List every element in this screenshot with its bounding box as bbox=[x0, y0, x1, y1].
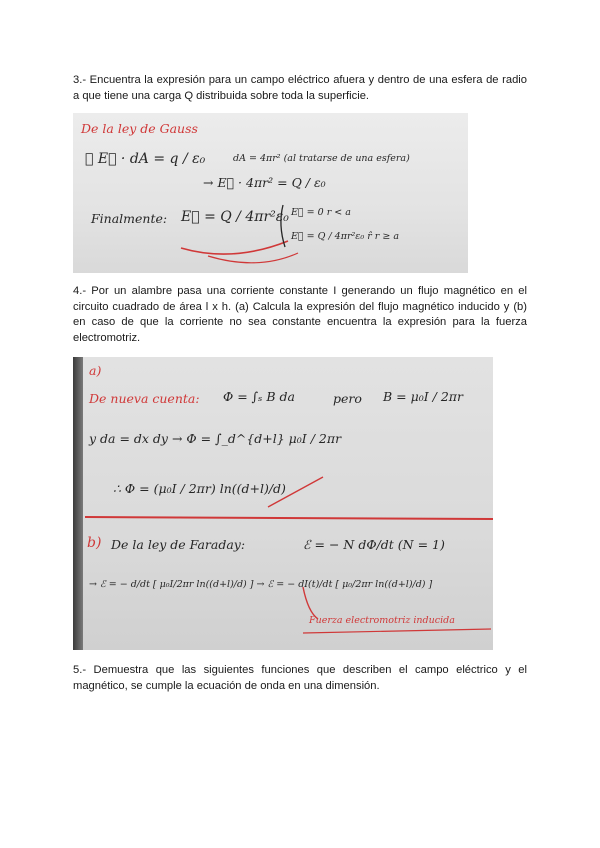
field-outside-case: E⃗ = Q / 4πr²ε₀ r̂ r ≥ a bbox=[291, 231, 399, 242]
nueva-cuenta-label: De nueva cuenta: bbox=[89, 391, 200, 406]
finalmente-label: Finalmente: bbox=[91, 211, 168, 226]
gauss-step: → E⃗ · 4πr² = Q / ε₀ bbox=[203, 175, 326, 190]
handwritten-solution-photo-gauss bbox=[73, 113, 468, 273]
flux-definition: Φ = ∫ₛ B da bbox=[223, 389, 295, 404]
red-marks bbox=[73, 357, 493, 650]
problem-4-text: 4.- Por un alambre pasa una corriente constante I generando un flujo magnético en el circuito cuadrado de área l x h. (a) Calcula la expresión del flujo magnético inducido y (b) en caso de que la corriente no sea constante encuentra la expresión para la fuerza electromotriz. bbox=[73, 285, 527, 344]
part-b-label: b) bbox=[87, 535, 102, 551]
emf-red-label: Fuerza electromotriz inducida bbox=[309, 615, 455, 626]
problem-5-text: 5.- Demuestra que las siguientes funciones que describen el campo eléctrico y el magnético, se cumple la ecuación de onda en una dimensión. bbox=[73, 664, 527, 692]
gauss-law-equation: ∮ E⃗ · dA = q / ε₀ bbox=[85, 151, 206, 167]
b-field-equation: B = μ₀I / 2πr bbox=[383, 389, 463, 404]
final-field-equation: E⃗ = Q / 4πr²ε₀ bbox=[181, 209, 289, 225]
part-a-label: a) bbox=[89, 363, 102, 378]
red-underline-marks bbox=[73, 113, 468, 273]
faraday-label: De la ley de Faraday: bbox=[111, 537, 246, 552]
da-line: y da = dx dy → Φ = ∫_d^{d+l} μ₀I / 2πr bbox=[89, 431, 342, 446]
handwritten-solution-photo-faraday bbox=[73, 357, 493, 650]
problem-3-text: 3.- Encuentra la expresión para un campo eléctrico afuera y dentro de una esfera de radio a que tiene una carga Q distribuida sobre toda la superficie. bbox=[73, 74, 527, 102]
flux-result: ∴ Φ = (μ₀I / 2πr) ln((d+l)/d) bbox=[113, 481, 286, 496]
field-inside-case: E⃗ = 0 r < a bbox=[291, 207, 351, 218]
emf-derivation: → ℰ = − d/dt [ μ₀I/2πr ln((d+l)/d) ] → ℰ = − dI(t)/dt [ μ₀/2πr ln((d+l)/d) ] bbox=[89, 579, 433, 590]
emf-definition: ℰ = − N dΦ/dt (N = 1) bbox=[303, 537, 445, 552]
area-note: dA = 4πr² (al tratarse de una esfera) bbox=[233, 153, 410, 164]
gauss-header: De la ley de Gauss bbox=[81, 121, 198, 136]
pero-word: pero bbox=[333, 391, 362, 406]
